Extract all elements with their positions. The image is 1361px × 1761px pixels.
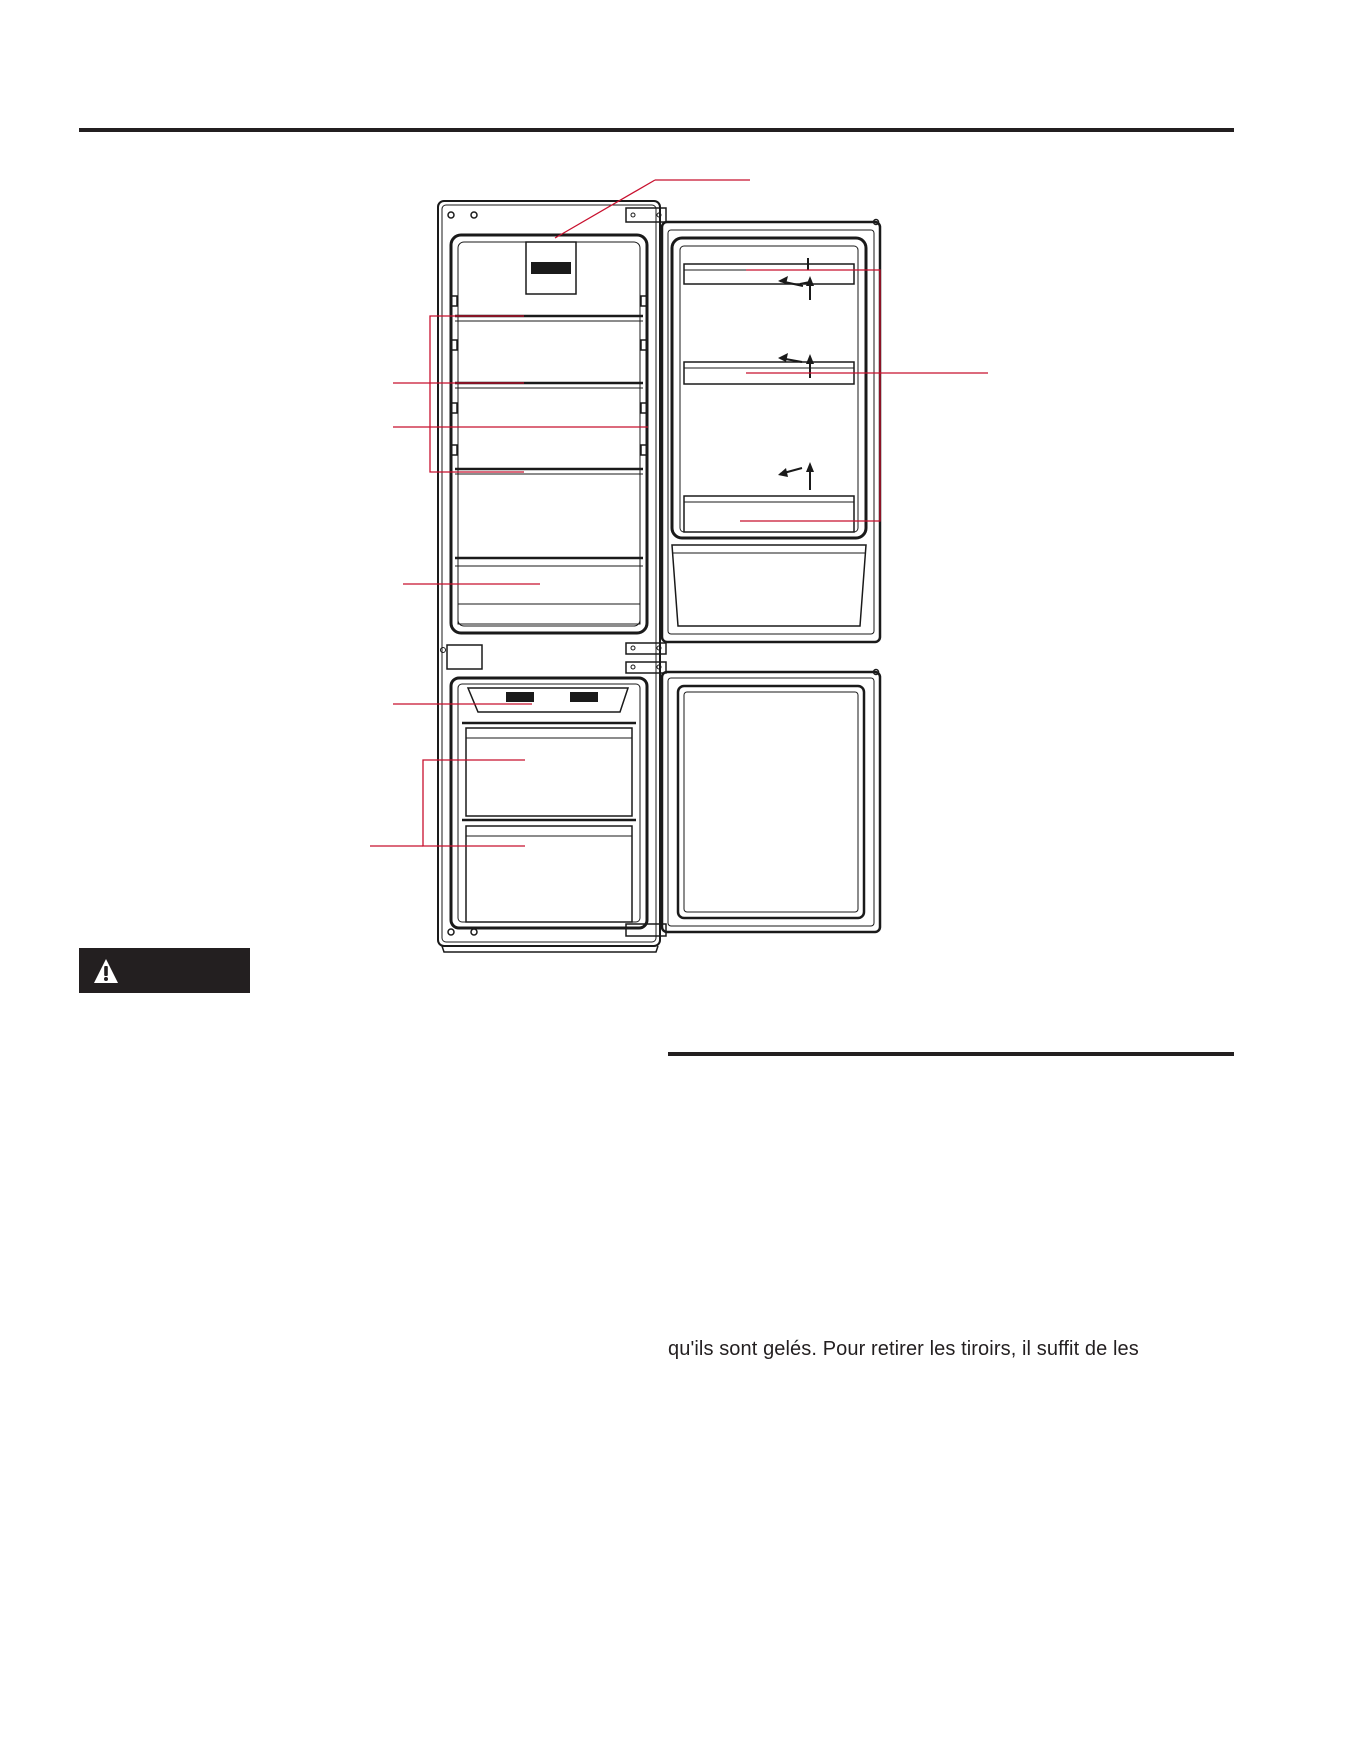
fridge-shelves: [455, 316, 643, 474]
bin-removal-arrows: [780, 258, 810, 490]
section-rule: [668, 1052, 1234, 1056]
refrigerator-diagram: [360, 160, 1000, 960]
fridge-door: [662, 220, 880, 643]
control-panel: [447, 645, 482, 669]
freezer-drawers: [462, 723, 636, 922]
warning-label: [79, 948, 250, 993]
body-text-line: qu'ils sont gelés. Pour retirer les tiroirs, il suffit de les: [668, 1338, 1139, 1360]
cabinet-outline: [438, 201, 660, 946]
top-section-rule: [79, 128, 1234, 132]
freezer-compartment: [451, 678, 647, 928]
door-bin-bottom: [684, 496, 854, 532]
crisper-drawer: [455, 558, 643, 624]
warning-triangle-icon: [93, 957, 119, 985]
door-bin-top: [684, 264, 854, 284]
freezer-door: [662, 670, 880, 933]
